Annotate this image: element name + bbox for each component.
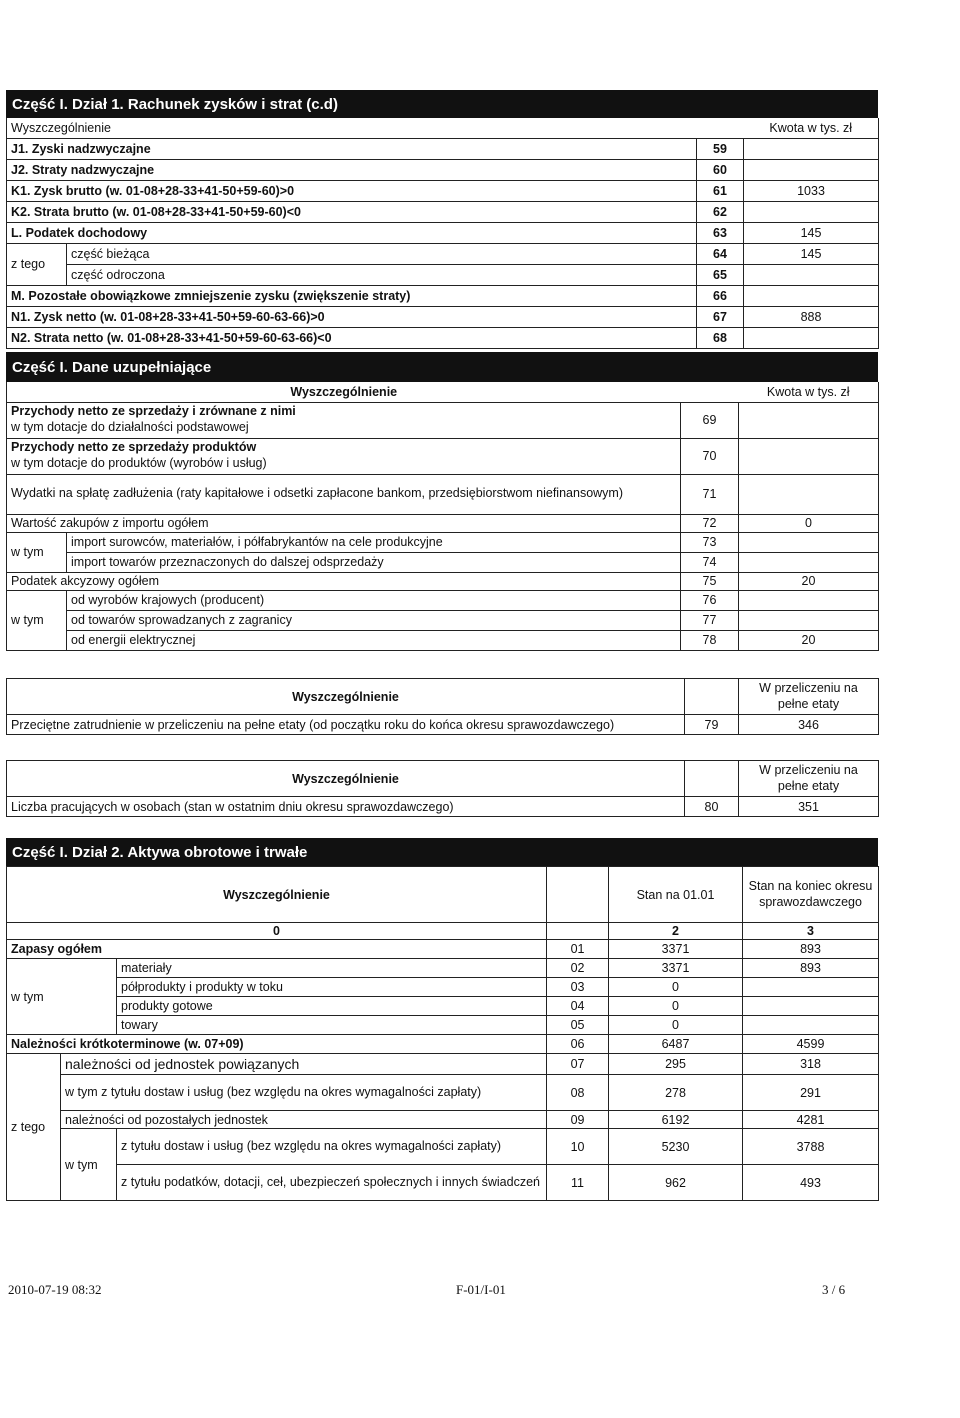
footer-form: F-01/I-01 [456, 1282, 506, 1297]
row-label: z tytułu dostaw i usług (bez względu na okres wymagalności zapłaty) [117, 1129, 547, 1165]
section-dane-uzupelniajace [6, 352, 878, 651]
section-header [6, 90, 878, 118]
row-number: 05 [547, 1016, 609, 1035]
row-label: J1. Zyski nadzwyczajne [7, 138, 697, 159]
w-tym-label: w tym [61, 1129, 117, 1201]
supplementary-table [6, 382, 879, 651]
row-label: Należności krótkoterminowe (w. 07+09) [7, 1035, 547, 1054]
row-number: 02 [547, 959, 609, 978]
w-tym-label: w tym [7, 959, 117, 1035]
row-end [743, 1016, 879, 1035]
row-number: 65 [697, 264, 744, 285]
row-label: od towarów sprowadzanych z zagranicy [67, 610, 681, 630]
row-label: półprodukty i produkty w toku [117, 978, 547, 997]
row-start: 5230 [609, 1129, 743, 1165]
col-index: 2 [609, 923, 743, 940]
row-label: towary [117, 1016, 547, 1035]
row-end: 3788 [743, 1129, 879, 1165]
row-number: 76 [681, 590, 739, 610]
section-title: Część I. Dane uzupełniające [12, 358, 212, 376]
row-label: L. Podatek dochodowy [7, 222, 697, 243]
z-tego-label: z tego [7, 243, 67, 285]
row-number: 71 [681, 474, 739, 514]
row-value: 20 [739, 630, 879, 650]
row-number: 80 [685, 797, 739, 817]
row-number: 59 [697, 138, 744, 159]
row-number: 03 [547, 978, 609, 997]
row-value [739, 590, 879, 610]
row-label: N1. Zysk netto (w. 01-08+28-33+41-50+59-60-63-66)>0 [7, 306, 697, 327]
col-amount: W przeliczeniu na pełne etaty [739, 679, 879, 715]
row-number: 64 [697, 243, 744, 264]
row-start: 0 [609, 997, 743, 1016]
row-start: 278 [609, 1075, 743, 1111]
row-end: 4599 [743, 1035, 879, 1054]
row-label: import surowców, materiałów, i półfabrykantów na cele produkcyjne [67, 532, 681, 552]
row-value [739, 532, 879, 552]
row-value [744, 285, 879, 306]
row-start: 6487 [609, 1035, 743, 1054]
row-value: 346 [739, 715, 879, 735]
w-tym-label: w tym [7, 532, 67, 572]
row-label: Przychody netto ze sprzedaży i zrównane z nimi [11, 404, 296, 419]
row-value [744, 138, 879, 159]
row-label: K1. Zysk brutto (w. 01-08+28-33+41-50+59-60)>0 [7, 180, 697, 201]
row-number: 06 [547, 1035, 609, 1054]
row-value: 0 [739, 514, 879, 532]
row-label: część odroczona [67, 264, 697, 285]
section-pracujacy [6, 760, 878, 817]
row-label: w tym z tytułu dostaw i usług (bez względu na okres wymagalności zapłaty) [61, 1075, 547, 1111]
row-start: 3371 [609, 940, 743, 959]
row-end: 318 [743, 1054, 879, 1075]
col-index: 0 [7, 923, 547, 940]
profit-loss-table [6, 118, 879, 349]
row-label: Liczba pracujących w osobach (stan w ostatnim dniu okresu sprawozdawczego) [7, 797, 685, 817]
employment-table [6, 678, 879, 735]
row-start: 6192 [609, 1111, 743, 1129]
footer-page: 3 / 6 [822, 1282, 846, 1297]
col-label: Wyszczególnienie [7, 118, 697, 138]
z-tego-label: z tego [7, 1054, 61, 1201]
row-value: 20 [739, 572, 879, 590]
row-end: 291 [743, 1075, 879, 1111]
row-number: 61 [697, 180, 744, 201]
row-value: 1033 [744, 180, 879, 201]
row-number: 69 [681, 402, 739, 438]
row-start: 0 [609, 978, 743, 997]
col-index: 3 [743, 923, 879, 940]
row-label: import towarów przeznaczonych do dalszej odsprzedaży [67, 552, 681, 572]
row-number: 62 [697, 201, 744, 222]
col-start: Stan na 01.01 [609, 867, 743, 923]
row-number: 78 [681, 630, 739, 650]
empty-cell [681, 382, 739, 402]
row-value [739, 402, 879, 438]
row-label: Zapasy ogółem [7, 940, 547, 959]
row-number: 11 [547, 1165, 609, 1201]
section-aktywa [6, 838, 878, 1201]
row-label: J2. Straty nadzwyczajne [7, 159, 697, 180]
col-amount: W przeliczeniu na pełne etaty [739, 761, 879, 797]
row-value: 351 [739, 797, 879, 817]
workers-table [6, 760, 879, 817]
col-amount: Kwota w tys. zł [739, 382, 879, 402]
assets-table [6, 866, 879, 1201]
row-label: Podatek akcyzowy ogółem [7, 572, 681, 590]
row-start: 0 [609, 1016, 743, 1035]
row-number: 01 [547, 940, 609, 959]
row-label: Przeciętne zatrudnienie w przeliczeniu na pełne etaty (od początku roku do końca okresu sprawozdawczego) [7, 715, 685, 735]
row-end: 893 [743, 959, 879, 978]
row-value [739, 610, 879, 630]
row-number: 75 [681, 572, 739, 590]
row-number: 10 [547, 1129, 609, 1165]
row-value: 888 [744, 306, 879, 327]
row-label: K2. Strata brutto (w. 01-08+28-33+41-50+59-60)<0 [7, 201, 697, 222]
empty-cell [547, 867, 609, 923]
section-header [6, 352, 878, 382]
row-label: należności od jednostek powiązanych [61, 1054, 547, 1075]
row-label: materiały [117, 959, 547, 978]
col-label: Wyszczególnienie [7, 867, 547, 923]
row-number: 70 [681, 438, 739, 474]
section-header [6, 838, 878, 866]
row-sublabel: w tym dotacje do działalności podstawowej [11, 420, 249, 434]
empty-cell [697, 118, 744, 138]
row-label: N2. Strata netto (w. 01-08+28-33+41-50+59-60-63-66)<0 [7, 327, 697, 348]
row-value: 145 [744, 243, 879, 264]
row-label: produkty gotowe [117, 997, 547, 1016]
col-amount: Kwota w tys. zł [744, 118, 879, 138]
row-label: Przychody netto ze sprzedaży produktów [11, 440, 257, 455]
section-title: Część I. Dział 1. Rachunek zysków i strat (c.d) [12, 95, 338, 113]
footer-date: 2010-07-19 08:32 [8, 1282, 102, 1297]
row-number: 09 [547, 1111, 609, 1129]
row-label: M. Pozostałe obowiązkowe zmniejszenie zysku (zwiększenie straty) [7, 285, 697, 306]
row-number: 07 [547, 1054, 609, 1075]
row-end: 893 [743, 940, 879, 959]
row-number: 66 [697, 285, 744, 306]
col-end: Stan na koniec okresu sprawozdawczego [743, 867, 879, 923]
row-value [744, 264, 879, 285]
section-title: Część I. Dział 2. Aktywa obrotowe i trwałe [12, 843, 308, 861]
row-label: od energii elektrycznej [67, 630, 681, 650]
empty-cell [547, 923, 609, 940]
section-zatrudnienie [6, 678, 878, 735]
row-start: 3371 [609, 959, 743, 978]
row-label: Wartość zakupów z importu ogółem [7, 514, 681, 532]
row-label: należności od pozostałych jednostek [61, 1111, 547, 1129]
row-number: 79 [685, 715, 739, 735]
row-number: 74 [681, 552, 739, 572]
row-number: 72 [681, 514, 739, 532]
row-number: 60 [697, 159, 744, 180]
empty-cell [685, 679, 739, 715]
w-tym-label: w tym [7, 590, 67, 650]
row-number: 68 [697, 327, 744, 348]
col-label: Wyszczególnienie [7, 679, 685, 715]
row-number: 04 [547, 997, 609, 1016]
section-rachunek-zyskow [6, 90, 878, 349]
col-label: Wyszczególnienie [7, 382, 681, 402]
row-end: 4281 [743, 1111, 879, 1129]
row-label: od wyrobów krajowych (producent) [67, 590, 681, 610]
col-label: Wyszczególnienie [7, 761, 685, 797]
row-end: 493 [743, 1165, 879, 1201]
row-number: 73 [681, 532, 739, 552]
row-number: 77 [681, 610, 739, 630]
row-number: 63 [697, 222, 744, 243]
row-value [744, 327, 879, 348]
row-end [743, 978, 879, 997]
row-label: Wydatki na spłatę zadłużenia (raty kapitałowe i odsetki zapłacone bankom, przedsiębiorstwom niefinansowym) [7, 474, 681, 514]
row-value [744, 201, 879, 222]
row-sublabel: w tym dotacje do produktów (wyrobów i usług) [11, 456, 267, 470]
row-value [744, 159, 879, 180]
row-number: 67 [697, 306, 744, 327]
row-number: 08 [547, 1075, 609, 1111]
row-label: z tytułu podatków, dotacji, ceł, ubezpieczeń społecznych i innych świadczeń [117, 1165, 547, 1201]
row-value [739, 474, 879, 514]
row-start: 962 [609, 1165, 743, 1201]
row-end [743, 997, 879, 1016]
row-value: 145 [744, 222, 879, 243]
row-value [739, 438, 879, 474]
row-label: część bieżąca [67, 243, 697, 264]
empty-cell [685, 761, 739, 797]
row-value [739, 552, 879, 572]
row-start: 295 [609, 1054, 743, 1075]
